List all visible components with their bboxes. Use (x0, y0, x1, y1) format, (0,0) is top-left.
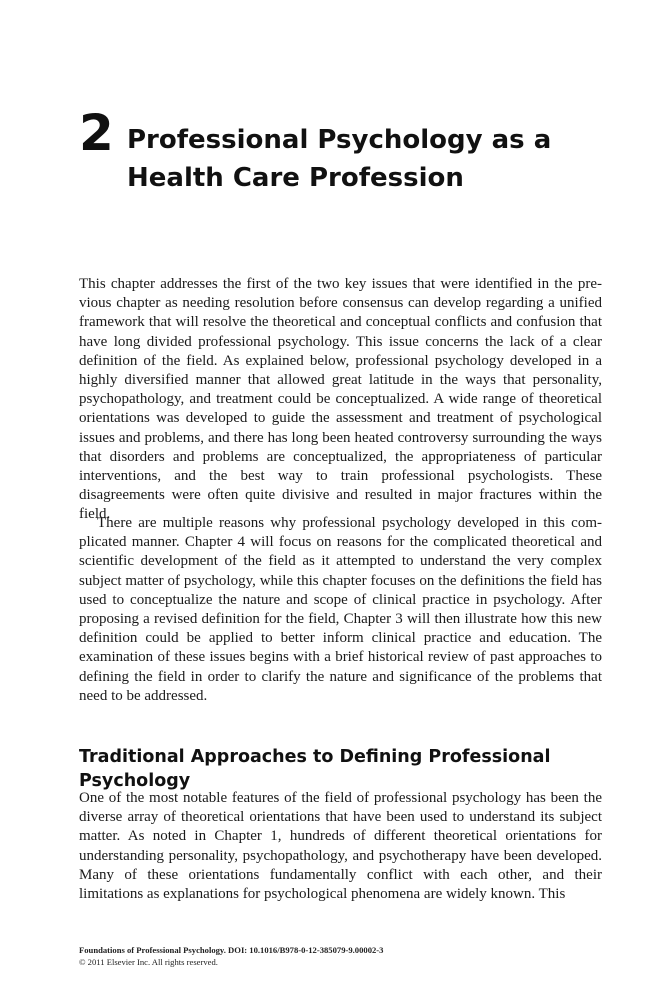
footer-copyright: © 2011 Elsevier Inc. All rights reserved. (79, 957, 218, 967)
second-paragraph: There are multiple reasons why professional psychology developed in this complicated manner. Chapter 4 will focus on reasons for the complicated theoretical and scientific development of the field as it attempted to understand the very complex subject matter of psychology, while this chapter focuses on the definitions the field has used to conceptualize the nature and scope of clinical practice in psychology. After proposing a revised definition for the field, Chapter 3 will then illustrate how this new definition could be applied to better inform clinical practice and education. The examination of these issues begins with a brief historical review of past approaches to defining the field in order to clarify the nature and significance of the problems that need to be addressed. (79, 515, 602, 704)
section-paragraph: One of the most notable features of the field of professional psychology has been the diverse array of theoretical orientations that have been used to understand its subject matter. As noted in Chapter 1, hundreds of different theoretical orientations for understanding personality, psychopathology, and psychotherapy have been developed. Many of these orientations fundamentally conflict with each other, and their limitations as explanations for psychological phenomena are widely known. This (79, 790, 602, 903)
chapter-title: Professional Psychology as a Health Care Profession (127, 125, 552, 193)
footer-source: Foundations of Professional Psychology. DOI: 10.1016/B978-0-12-385079-9.00002-3 (79, 945, 384, 955)
page-footer (79, 944, 599, 968)
section-heading: Traditional Approaches to Defining Professional Psychology (79, 747, 551, 791)
chapter-number: 2 (79, 104, 114, 162)
intro-paragraph: This chapter addresses the first of the two key issues that were identified in the previous chapter as needing resolution before consensus can develop regarding a unified framework that will resolve the theoretical and conceptual conflicts and confusion that have long divided professional psychology. This issue concerns the lack of a clear definition of the field. As explained below, professional psychology developed in a highly diversified manner that allowed great latitude in the ways that personality, psychopathology, and treatment could be conceptualized. A wide range of theoretical orientations was developed to guide the assessment and treatment of psychological issues and problems, and there has long been heated controversy surrounding the ways that disorders and problems are conceptualized, the appropriateness of particular interventions, and the best way to train professional psychologists. These disagreements were often quite divisive and resulted in major fractures within the field. (79, 276, 602, 523)
chapter-header (79, 104, 619, 197)
